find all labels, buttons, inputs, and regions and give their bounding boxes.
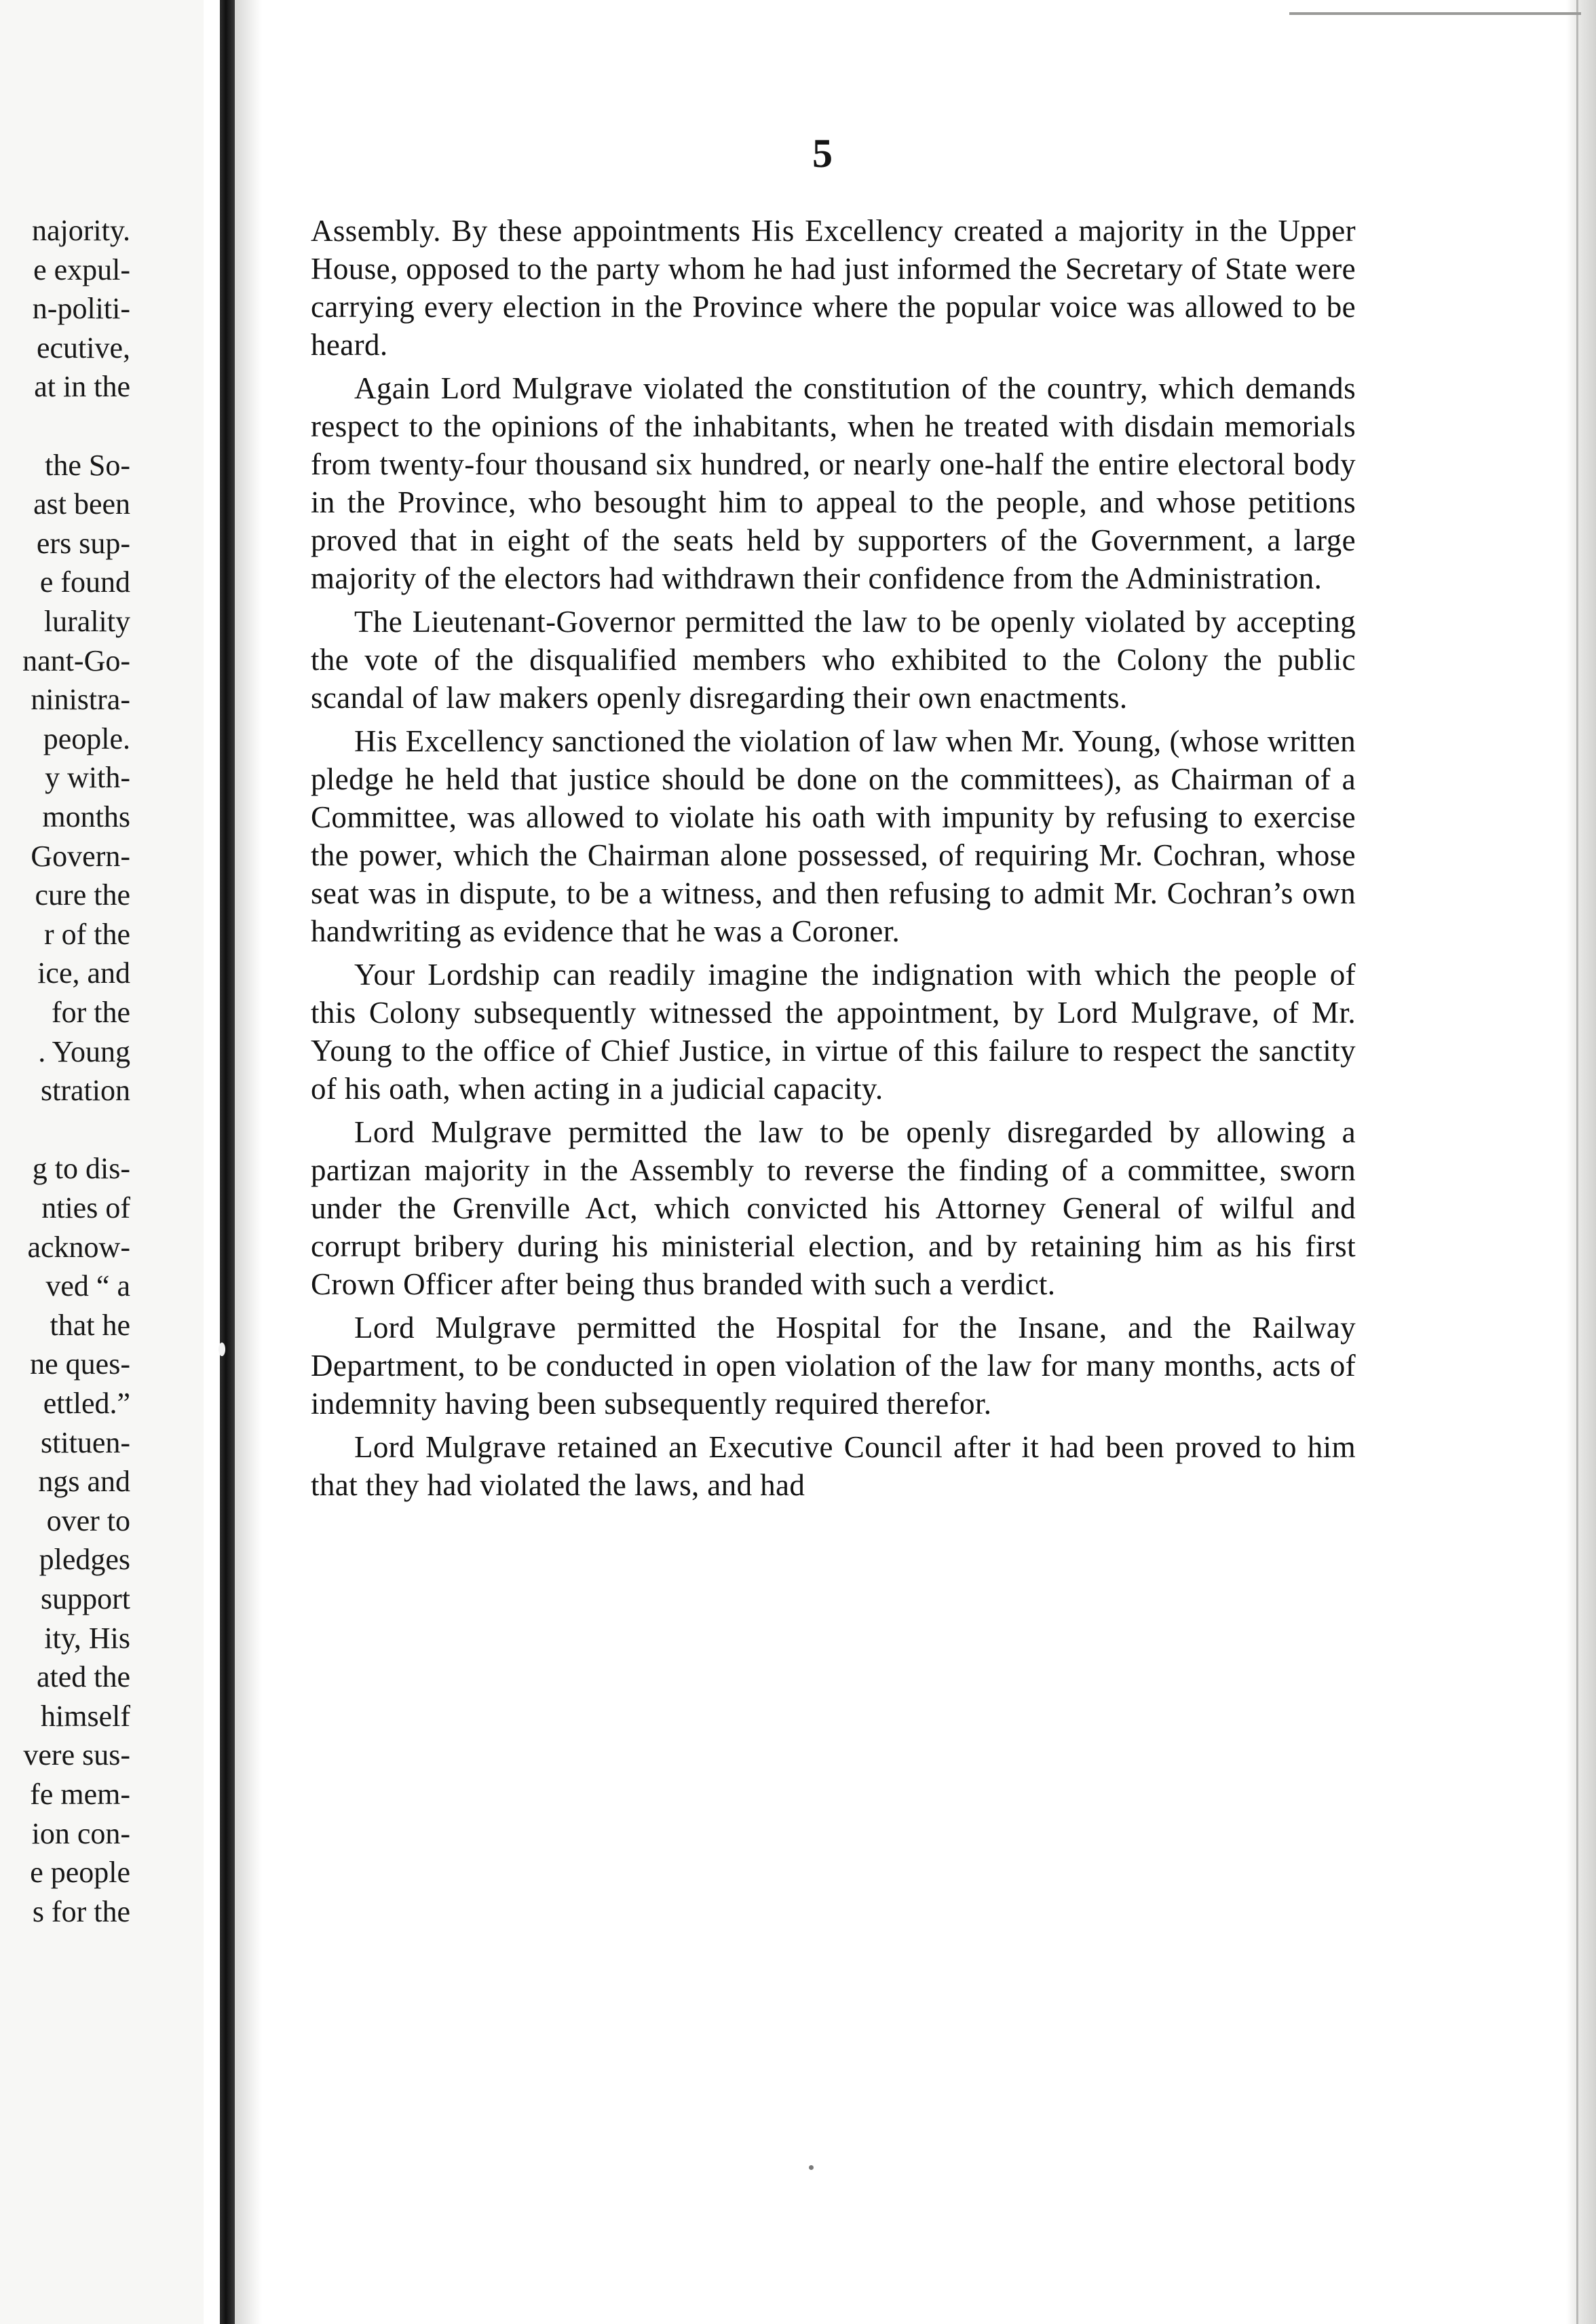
facing-page-line: ngs and [38, 1465, 130, 1498]
facing-page-line: people. [43, 722, 130, 755]
paragraph-3: The Lieutenant-Governor permitted the law to be openly violated by accepting the vote of the disqualified members who exhibited to the Colony the public scandal of law makers openly disregarding their own enactments. [311, 605, 1356, 715]
facing-page-line: nties of [41, 1191, 130, 1224]
facing-page-line: n-politi- [32, 292, 130, 325]
page-number: 5 [812, 131, 833, 176]
facing-page-line: g to dis- [32, 1152, 130, 1185]
paragraph-1: Assembly. By these appointments His Excellency created a majority in the Upper House, opposed to the party whom he had just informed the Secretary of State were carrying every election in the Province where the popular voice was allowed to be heard. [311, 214, 1356, 362]
page-edge [1566, 0, 1596, 2324]
facing-page-line: for the [51, 996, 130, 1029]
paragraph-4: His Excellency sanctioned the violation of law when Mr. Young, (whose written pledge he held that justice should be done on the committees), as Chairman of a Committee, was allowed to violate his oath with impunity by refusing to exercise the power, which the Chairman alone possessed, of requiring Mr. Cochran, whose seat was in dispute, to be a witness, and then refusing to admit Mr. Cochran’s own handwriting as evidence that he was a Coroner. [311, 724, 1356, 948]
paragraph-8: Lord Mulgrave retained an Executive Council after it had been proved to him that they had violated the laws, and had [311, 1430, 1356, 1502]
facing-page-line: stration [41, 1074, 130, 1107]
facing-page-line: ion con- [31, 1817, 130, 1850]
paper-speck [218, 1343, 225, 1356]
facing-page-line: r of the [43, 918, 130, 951]
facing-page-line: ecutive, [36, 331, 130, 364]
facing-page-line: y with- [45, 761, 130, 794]
facing-page-line: ast been [33, 487, 130, 521]
facing-page-line: ved “ a [45, 1269, 130, 1302]
facing-page-line: pledges [39, 1543, 130, 1576]
facing-page-line: nant-Go- [22, 644, 130, 677]
facing-page-line: vere sus- [23, 1738, 130, 1772]
paragraph-2: Again Lord Mulgrave violated the constitution of the country, which demands respect to the opinions of the inhabitants, when he treated with disdain memorials from twenty-four thousand six hundred, or nearly one-half the entire electoral body in the Province, who besought him to appeal to the people, and whose petitions proved that in eight of the seats held by supporters of the Government, a large majority of the electors had withdrawn their confidence from the Administration. [311, 371, 1356, 595]
facing-page-line: ne ques- [30, 1347, 130, 1381]
facing-page-line: over to [46, 1504, 130, 1537]
facing-page-line: e expul- [33, 253, 130, 286]
facing-page-line: ity, His [44, 1622, 130, 1655]
facing-page-strip [0, 0, 204, 2324]
facing-page-line: ice, and [37, 956, 130, 990]
facing-page-line: Govern- [31, 840, 130, 873]
facing-page-line: lurality [43, 605, 130, 638]
facing-page-line: s for the [32, 1895, 130, 1928]
paragraph-6: Lord Mulgrave permitted the law to be openly disregarded by allowing a partizan majority in the Assembly to reverse the finding of a committee, sworn under the Grenville Act, which convicted his Attorney General of wilful and corrupt bribery during his ministerial election, and by retaining him as his first Crown Officer after being thus branded with such a verdict. [311, 1115, 1356, 1301]
facing-page-line: stituen- [41, 1426, 130, 1459]
paragraph-7: Lord Mulgrave permitted the Hospital for the Insane, and the Railway Department, to be conducted in open violation of the law for many months, acts of indemnity having been subsequently required therefor. [311, 1311, 1356, 1421]
facing-page-line: ninistra- [31, 683, 130, 716]
facing-page-line: that he [50, 1309, 130, 1342]
facing-page-line: acknow- [27, 1231, 130, 1264]
top-edge-rule [1289, 12, 1581, 15]
facing-page-line: . Young [38, 1035, 130, 1068]
facing-page-line: months [42, 800, 130, 833]
facing-page-text [0, 0, 204, 2324]
binding-gutter [220, 0, 235, 2324]
ink-dot [809, 2165, 814, 2170]
facing-page-line: fe mem- [30, 1778, 130, 1811]
facing-page-line: ers sup- [36, 527, 130, 560]
gutter-shadow [235, 0, 262, 2324]
facing-page-line: support [41, 1582, 130, 1615]
facing-page-line: najority. [32, 214, 130, 247]
facing-page-line: the So- [45, 449, 130, 482]
facing-page-line: e people [30, 1856, 130, 1889]
page-body [311, 212, 1356, 1510]
facing-page-line: himself [41, 1700, 130, 1733]
page-edge-line [1576, 0, 1578, 2324]
facing-page-line: ettled.” [43, 1387, 130, 1420]
facing-page-line: cure the [35, 878, 130, 912]
facing-page-line: ated the [36, 1660, 130, 1693]
paragraph-5: Your Lordship can readily imagine the indignation with which the people of this Colony subsequently witnessed the appointment, by Lord Mulgrave, of Mr. Young to the office of Chief Justice, in virtue of this failure to respect the sanctity of his oath, when acting in a judicial capacity. [311, 958, 1356, 1106]
facing-page-line: at in the [34, 370, 130, 403]
facing-page-line: e found [39, 565, 130, 599]
